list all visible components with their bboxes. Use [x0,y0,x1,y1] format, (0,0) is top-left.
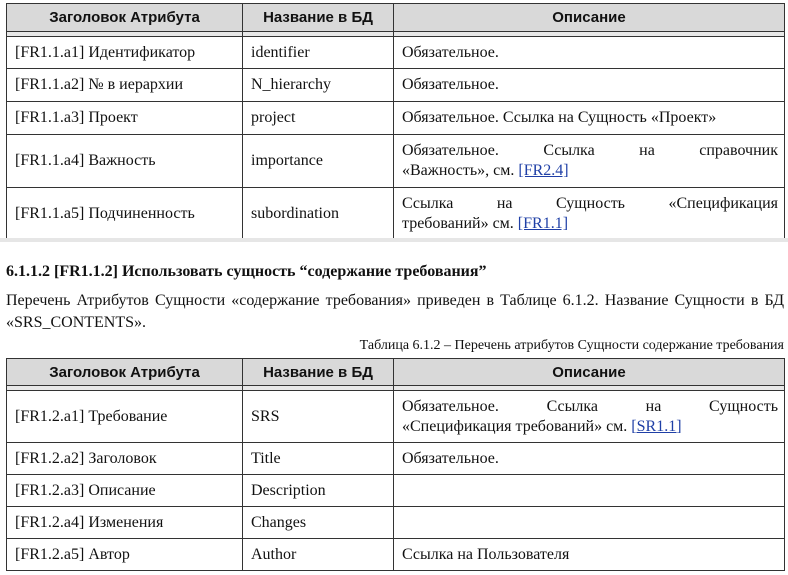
header-attribute: Заголовок Атрибута [7,4,243,32]
attributes-table-2 [6,358,785,571]
header-attribute: Заголовок Атрибута [7,359,243,386]
header-db-name: Название в БД [243,359,394,386]
description-cell: Обязательное. [394,443,785,475]
attribute-cell: [FR1.2.a4] Изменения [7,507,243,539]
header-description: Описание [394,359,785,386]
description-cell [394,188,785,241]
table-row [7,37,785,69]
description-line: Ссылка на Сущность «Спецификация [402,195,778,212]
header-db-name: Название в БД [243,4,394,32]
db-name-cell: subordination [243,188,394,241]
description-cell: Обязательное. [394,37,785,69]
description-cell [394,475,785,507]
cross-reference-link[interactable]: [SR1.1] [631,417,682,435]
db-name-cell: Description [243,475,394,507]
description-cell [394,135,785,188]
table-row [7,135,785,188]
db-name-cell: Title [243,443,394,475]
description-line: «Важность», см. [402,162,515,179]
separator-bar [0,238,788,242]
cross-reference-link[interactable]: [FR1.1] [517,215,569,232]
attribute-cell: [FR1.1.a5] Подчиненность [7,188,243,241]
description-line: Обязательное. Ссылка на справочник [402,142,778,159]
description-line: Обязательное. Ссылка на Сущность [402,397,778,415]
attribute-cell: [FR1.1.a3] Проект [7,102,243,135]
db-name-cell: Changes [243,507,394,539]
table-row [7,391,785,443]
description-cell: Ссылка на Пользователя [394,539,785,571]
attribute-cell: [FR1.2.a3] Описание [7,475,243,507]
cross-reference-link[interactable]: [FR2.4] [518,162,569,179]
header-description: Описание [394,4,785,32]
table-row [7,69,785,102]
attribute-cell: [FR1.2.a1] Требование [7,391,243,443]
table-row [7,475,785,507]
table-caption: Таблица 6.1.2 – Перечень атрибутов Сущности содержание требования [359,338,784,353]
db-name-cell: identifier [243,37,394,69]
db-name-cell: SRS [243,391,394,443]
attribute-cell: [FR1.2.a5] Автор [7,539,243,571]
description-cell [394,507,785,539]
table-row [7,507,785,539]
table-row [7,188,785,241]
db-name-cell: Author [243,539,394,571]
description-line: требований» см. [402,215,514,232]
attribute-cell: [FR1.1.a4] Важность [7,135,243,188]
description-cell: Обязательное. Ссылка на Сущность «Проект» [394,102,785,135]
attribute-cell: [FR1.2.a2] Заголовок [7,443,243,475]
table-row [7,539,785,571]
description-cell [394,391,785,443]
db-name-cell: project [243,102,394,135]
table-header-row [7,4,785,32]
description-line: «Спецификация требований» см. [402,417,628,435]
attribute-cell: [FR1.1.a2] № в иерархии [7,69,243,102]
table-row [7,443,785,475]
section-heading: 6.1.1.2 [FR1.1.2] Использовать сущность “содержание требования” [6,263,487,280]
table-header-row [7,359,785,386]
attributes-table-1 [6,3,785,241]
table-row [7,102,785,135]
db-name-cell: importance [243,135,394,188]
section-paragraph: Перечень Атрибутов Сущности «содержание требования» приведен в Таблице 6.1.2. Название Сущности в БД «SRS_CONTENTS». [6,292,784,331]
description-cell: Обязательное. [394,69,785,102]
attribute-cell: [FR1.1.a1] Идентификатор [7,37,243,69]
db-name-cell: N_hierarchy [243,69,394,102]
